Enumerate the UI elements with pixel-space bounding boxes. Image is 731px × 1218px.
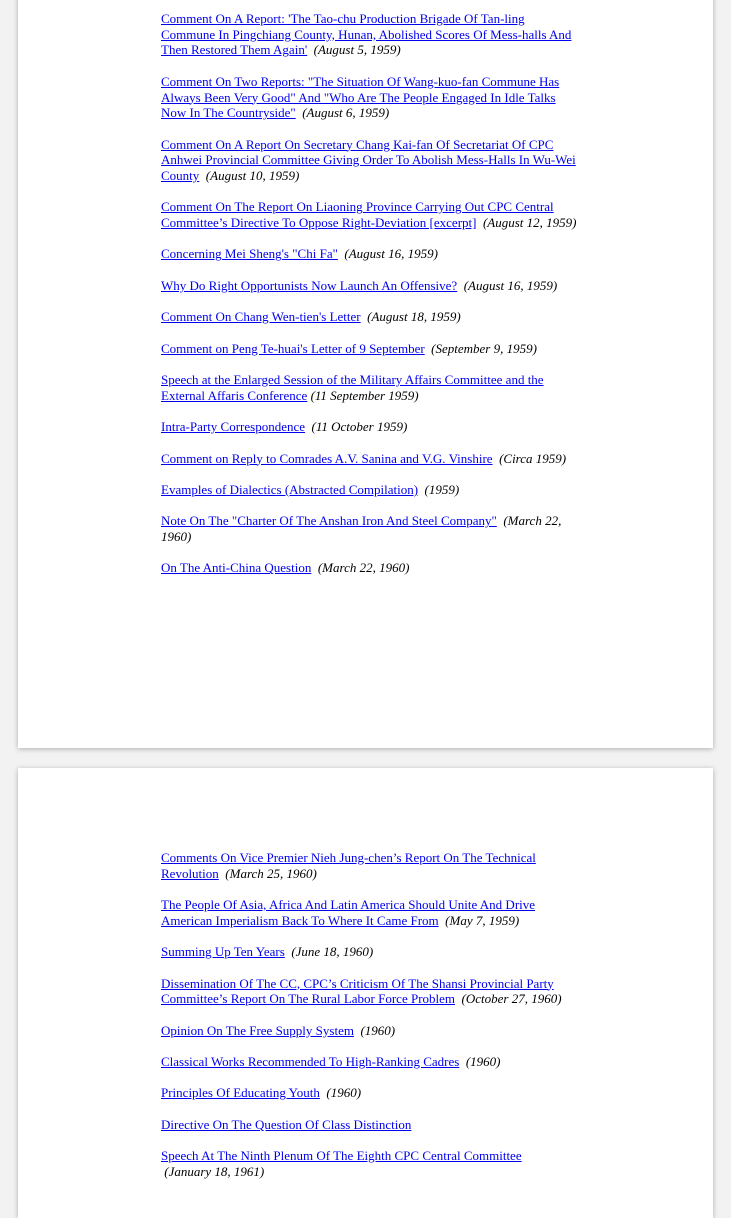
entry-date: (August 16, 1959) xyxy=(344,246,438,262)
entry-date: (May 7, 1959) xyxy=(445,912,520,928)
list-item xyxy=(161,309,581,325)
entry-link[interactable]: Classical Works Recommended To High-Ranking Cadres xyxy=(161,1054,460,1070)
entry-link[interactable]: Directive On The Question Of Class Distinction xyxy=(161,1116,412,1132)
entry-date: (June 18, 1960) xyxy=(291,944,374,960)
entry-link[interactable]: The People Of Asia, Africa And Latin America Should Unite And Drive American Imperialism Back To Where It Came From xyxy=(161,897,536,928)
entry-link[interactable]: Comment On Chang Wen-tien's Letter xyxy=(161,309,361,325)
entry-date: (January 18, 1961) xyxy=(164,1163,265,1179)
list-item xyxy=(161,419,581,435)
document-page-2 xyxy=(18,768,713,1218)
entry-date: (August 10, 1959) xyxy=(205,168,300,183)
list-item xyxy=(161,513,581,544)
list-item xyxy=(161,74,581,121)
entry-date: (August 12, 1959) xyxy=(482,215,577,231)
list-item xyxy=(161,246,581,262)
entry-date: (August 6, 1959) xyxy=(302,105,390,121)
list-item xyxy=(161,1148,581,1179)
entry-date: (1960) xyxy=(465,1054,501,1070)
list-item xyxy=(161,944,581,960)
entry-date: (August 18, 1959) xyxy=(367,309,461,325)
list-item xyxy=(161,1054,581,1070)
entry-link[interactable]: Concerning Mei Sheng's "Chi Fa" xyxy=(161,246,338,262)
entry-date: (March 25, 1960) xyxy=(225,865,317,881)
list-item xyxy=(161,482,581,498)
list-item xyxy=(161,11,581,58)
list-item xyxy=(161,897,581,928)
entry-date: (1960) xyxy=(360,1022,396,1038)
entry-link[interactable]: On The Anti-China Question xyxy=(161,560,312,576)
entry-date: (October 27, 1960) xyxy=(461,991,562,1007)
entry-link[interactable]: Why Do Right Opportunists Now Launch An Offensive? xyxy=(161,277,458,293)
list-item xyxy=(161,1117,581,1133)
entry-link[interactable]: Opinion On The Free Supply System xyxy=(161,1022,354,1038)
entry-link[interactable]: Speech At The Ninth Plenum Of The Eighth CPC Central Committee xyxy=(161,1148,522,1164)
list-item xyxy=(161,1023,581,1039)
list-item xyxy=(161,341,581,357)
list-item xyxy=(161,137,581,184)
entry-link[interactable]: Comment on Reply to Comrades A.V. Sanina and V.G. Vinshire xyxy=(161,450,493,466)
entry-date: (March 22, 1960) xyxy=(317,560,410,576)
entry-link[interactable]: Comment On A Report: 'The Tao-chu Production Brigade Of Tan-ling Commune In Pingchiang County, Hunan, Abolished Scores Of Mess-halls And Then Restored Them Again' xyxy=(161,11,572,58)
entry-link[interactable]: Speech at the Enlarged Session of the Military Affairs Committee and the External Affaris Conference xyxy=(161,372,544,403)
entry-link[interactable]: Comment on Peng Te-huai's Letter of 9 September xyxy=(161,340,425,356)
entry-link[interactable]: Summing Up Ten Years xyxy=(161,944,285,960)
entry-link[interactable]: Evamples of Dialectics (Abstracted Compilation) xyxy=(161,481,419,497)
entry-date: (Circa 1959) xyxy=(499,450,567,466)
list-item xyxy=(161,1085,581,1101)
list-item xyxy=(161,199,581,230)
entry-date: (11 September 1959) xyxy=(310,387,419,403)
list-item xyxy=(161,278,581,294)
entry-list xyxy=(161,850,581,1195)
document-page-1 xyxy=(18,0,713,748)
entry-date: (September 9, 1959) xyxy=(431,340,537,356)
list-item xyxy=(161,560,581,576)
entry-date: (1960) xyxy=(326,1085,362,1101)
entry-link[interactable]: Dissemination Of The CC, CPC’s Criticism Of The Shansi Provincial Party Committee’s Report On The Rural Labor Force Problem xyxy=(161,975,554,1007)
entry-link[interactable]: Principles Of Educating Youth xyxy=(161,1085,320,1101)
entry-link[interactable]: Comment On A Report On Secretary Chang Kai-fan Of Secretariat Of CPC Anhwei Provincial Committee Giving Order To Abolish Mess-Halls In Wu-Wei County xyxy=(161,136,576,183)
entry-link[interactable]: Intra-Party Correspondence xyxy=(161,419,306,435)
list-item xyxy=(161,451,581,467)
entry-link[interactable]: Comments On Vice Premier Nieh Jung-chen’s Report On The Technical Revolution xyxy=(161,850,536,881)
entry-link[interactable]: Comment On The Report On Liaoning Province Carrying Out CPC Central Committee’s Directive To Oppose Right-Deviation [excerpt] xyxy=(161,199,554,231)
entry-date: (August 16, 1959) xyxy=(463,277,558,293)
list-item xyxy=(161,372,581,403)
entry-date: (March 22, 1960) xyxy=(161,513,562,545)
entry-link[interactable]: Comment On Two Reports: "The Situation Of Wang-kuo-fan Commune Has Always Been Very Good" And "Who Are The People Engaged In Idle Talks Now In The Countryside" xyxy=(161,73,560,121)
list-item xyxy=(161,976,581,1007)
list-item xyxy=(161,850,581,881)
entry-date: (11 October 1959) xyxy=(311,419,408,435)
entry-link[interactable]: Note On The "Charter Of The Anshan Iron And Steel Company" xyxy=(161,513,497,529)
entry-list xyxy=(161,11,581,592)
entry-date: (1959) xyxy=(424,481,460,497)
entry-date: (August 5, 1959) xyxy=(313,42,401,58)
